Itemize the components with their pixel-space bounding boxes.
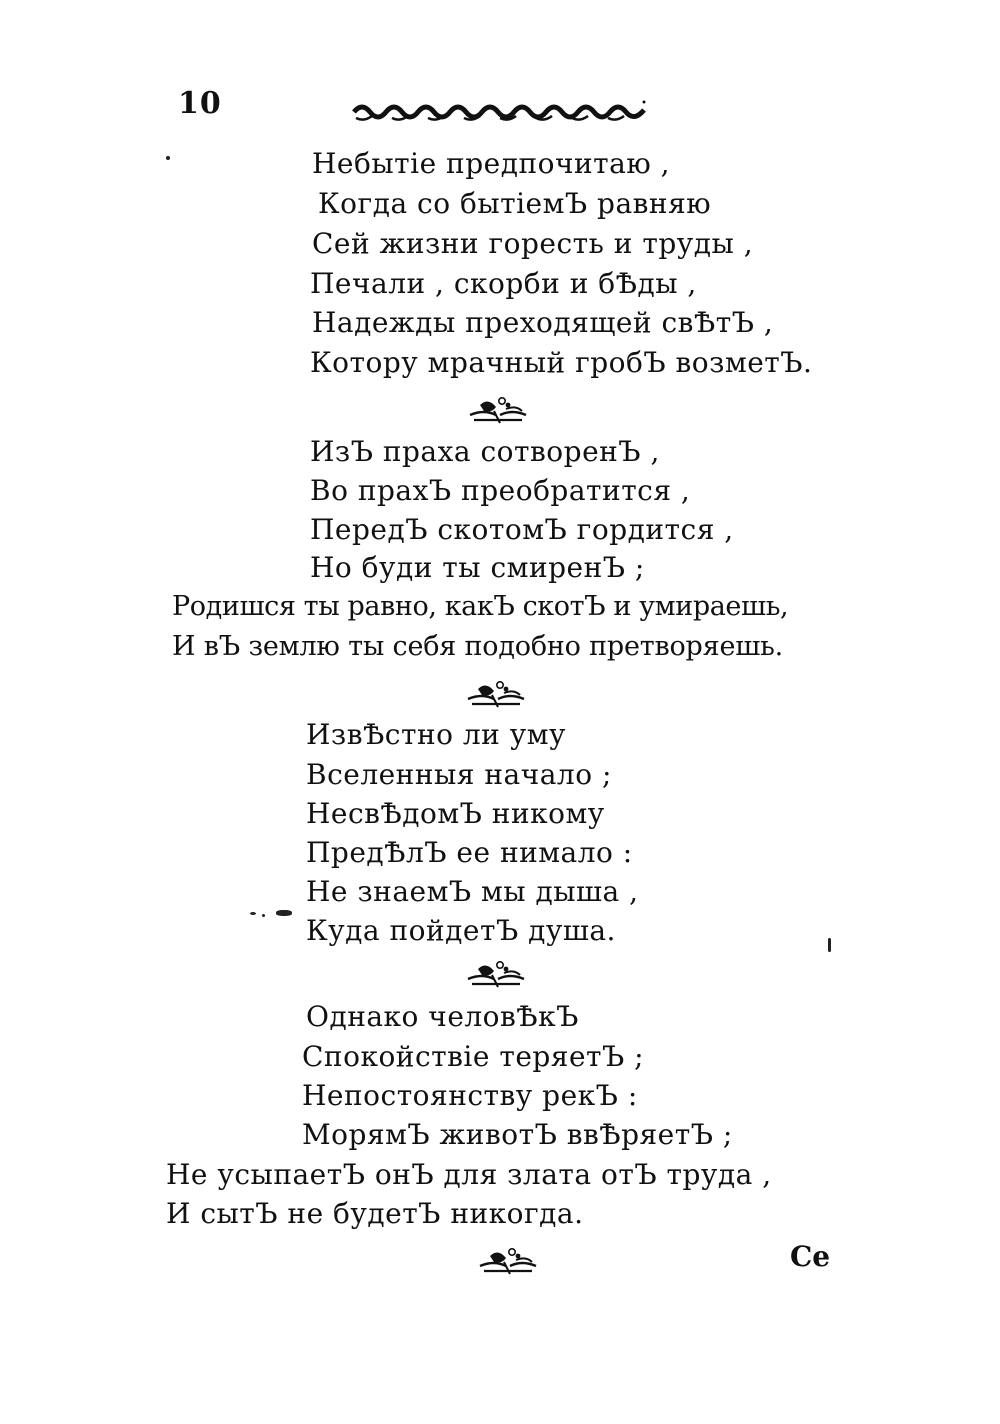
verse-line: ИзвѢстно ли уму xyxy=(306,718,566,751)
ink-speck xyxy=(828,938,831,952)
ink-speck xyxy=(262,914,265,917)
verse-line: Не усыпаетЪ онЪ для злата отЪ труда , xyxy=(166,1158,772,1191)
verse-line: ИзЪ праха сотворенЪ , xyxy=(310,435,660,468)
verse-line: Вселенныя начало ; xyxy=(306,758,612,791)
verse-line: Куда пойдетЪ душа. xyxy=(306,914,616,947)
verse-line: Непостоянству рекЪ : xyxy=(302,1079,638,1112)
verse-line: Спокойствіе теряетЪ ; xyxy=(302,1040,645,1073)
verse-line: МорямЪ животЪ ввѢряетЪ ; xyxy=(302,1118,733,1151)
catchword: Се xyxy=(790,1240,831,1273)
floral-fleuron-ornament xyxy=(466,393,530,425)
scroll-band-ornament xyxy=(352,96,652,124)
verse-line: Родишся ты равно, какЪ скотЪ и умираешь, xyxy=(172,591,789,622)
verse-line: Не знаемЪ мы дыша , xyxy=(306,875,639,908)
verse-line: Печали , скорби и бѢды , xyxy=(310,267,697,300)
verse-line: Котору мрачный гробЪ возметЪ. xyxy=(310,346,813,379)
ink-speck xyxy=(250,912,256,915)
verse-line: Однако человѢкЪ xyxy=(306,1000,579,1033)
verse-line: И сытЪ не будетЪ никогда. xyxy=(166,1197,584,1230)
floral-fleuron-ornament xyxy=(476,1244,540,1276)
verse-line: И вЪ землю ты себя подобно претворяешь. xyxy=(172,631,784,662)
floral-fleuron-ornament xyxy=(464,957,528,989)
verse-line: НесвѢдомЪ никому xyxy=(306,797,605,830)
verse-line: Небытіе предпочитаю , xyxy=(312,147,670,180)
ink-speck xyxy=(166,156,170,160)
ink-speck xyxy=(276,910,292,916)
page-number: 10 xyxy=(178,86,222,121)
verse-line: ПредѢлЪ ее нимало : xyxy=(306,836,633,869)
verse-line: Но буди ты смиренЪ ; xyxy=(310,551,645,584)
verse-line: Сей жизни горесть и труды , xyxy=(312,227,754,260)
verse-line: Во прахЪ преобратится , xyxy=(310,474,691,507)
verse-line: ПередЪ скотомЪ гордится , xyxy=(310,513,734,546)
verse-line: Когда со бытіемЪ равняю xyxy=(318,187,712,220)
floral-fleuron-ornament xyxy=(464,677,528,709)
verse-line: Надежды преходящей свѢтЪ , xyxy=(312,306,774,339)
